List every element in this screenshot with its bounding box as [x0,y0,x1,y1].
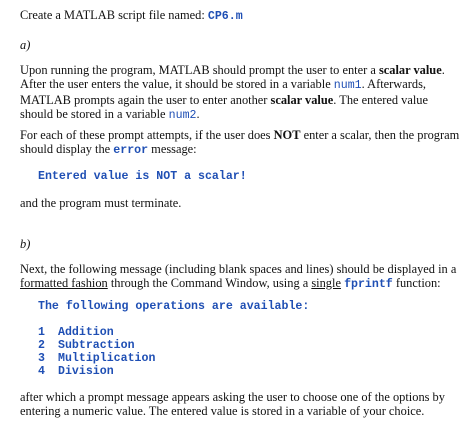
text-run: . After the user enters the value, it should be stored in a variable [20,63,445,91]
text-run: . [196,107,200,121]
part-b-paragraph-2: after which a prompt message appears asking the user to choose one of the options by entering a numeric value. The entered value is stored in a variable of your choice. [20,390,445,418]
operation-number: 1 [38,326,45,339]
part-a-paragraph-3: and the program must terminate. [20,196,182,210]
operation-number: 4 [38,365,45,378]
fprintf-keyword: fprintf [344,278,393,291]
bold-run: scalar value [378,63,442,77]
operation-number: 2 [38,339,45,352]
part-b-paragraph-1 [20,262,462,292]
text-run: . The entered value should be stored in a variable [20,93,429,121]
variable-num2: num2 [168,109,197,122]
text-run: function: [392,276,441,290]
operation-label: Subtraction [58,339,135,352]
text-run: enter a scalar, then the program should display the [20,128,460,156]
operation-label: Addition [58,326,114,339]
script-filename: CP6.m [207,10,243,23]
operations-heading: The following operations are available: [38,300,310,313]
underlined-run: formatted fashion [20,276,108,290]
list-item [38,326,114,339]
part-a-paragraph-1 [20,63,462,123]
bold-run: scalar value [270,93,334,107]
variable-num1: num1 [333,79,362,92]
operation-label: Division [58,365,114,378]
bold-run: NOT [273,128,301,142]
text-run: Upon running the program, MATLAB should prompt the user to enter a [20,63,379,77]
document-title [20,8,462,24]
part-b-label: b) [20,237,31,251]
operation-number: 3 [38,352,45,365]
text-run: . Afterwards, MATLAB prompts again the user to enter another [20,77,426,107]
text-run: through the Command Window, using a [107,276,312,290]
operation-label: Multiplication [58,352,156,365]
list-item [38,352,155,365]
error-keyword: error [113,144,149,157]
part-a-paragraph-2 [20,128,462,158]
error-message-code: Entered value is NOT a scalar! [38,170,247,183]
list-item [38,339,135,352]
text-run: For each of these prompt attempts, if the user does [20,128,274,142]
title-text: Create a MATLAB script file named: [20,8,208,22]
text-run: message: [148,142,197,156]
part-a-label: a) [20,38,31,52]
underlined-run: single [311,276,341,290]
text-run: Next, the following message (including blank spaces and lines) should be displayed in a [20,262,457,276]
list-item [38,365,114,378]
